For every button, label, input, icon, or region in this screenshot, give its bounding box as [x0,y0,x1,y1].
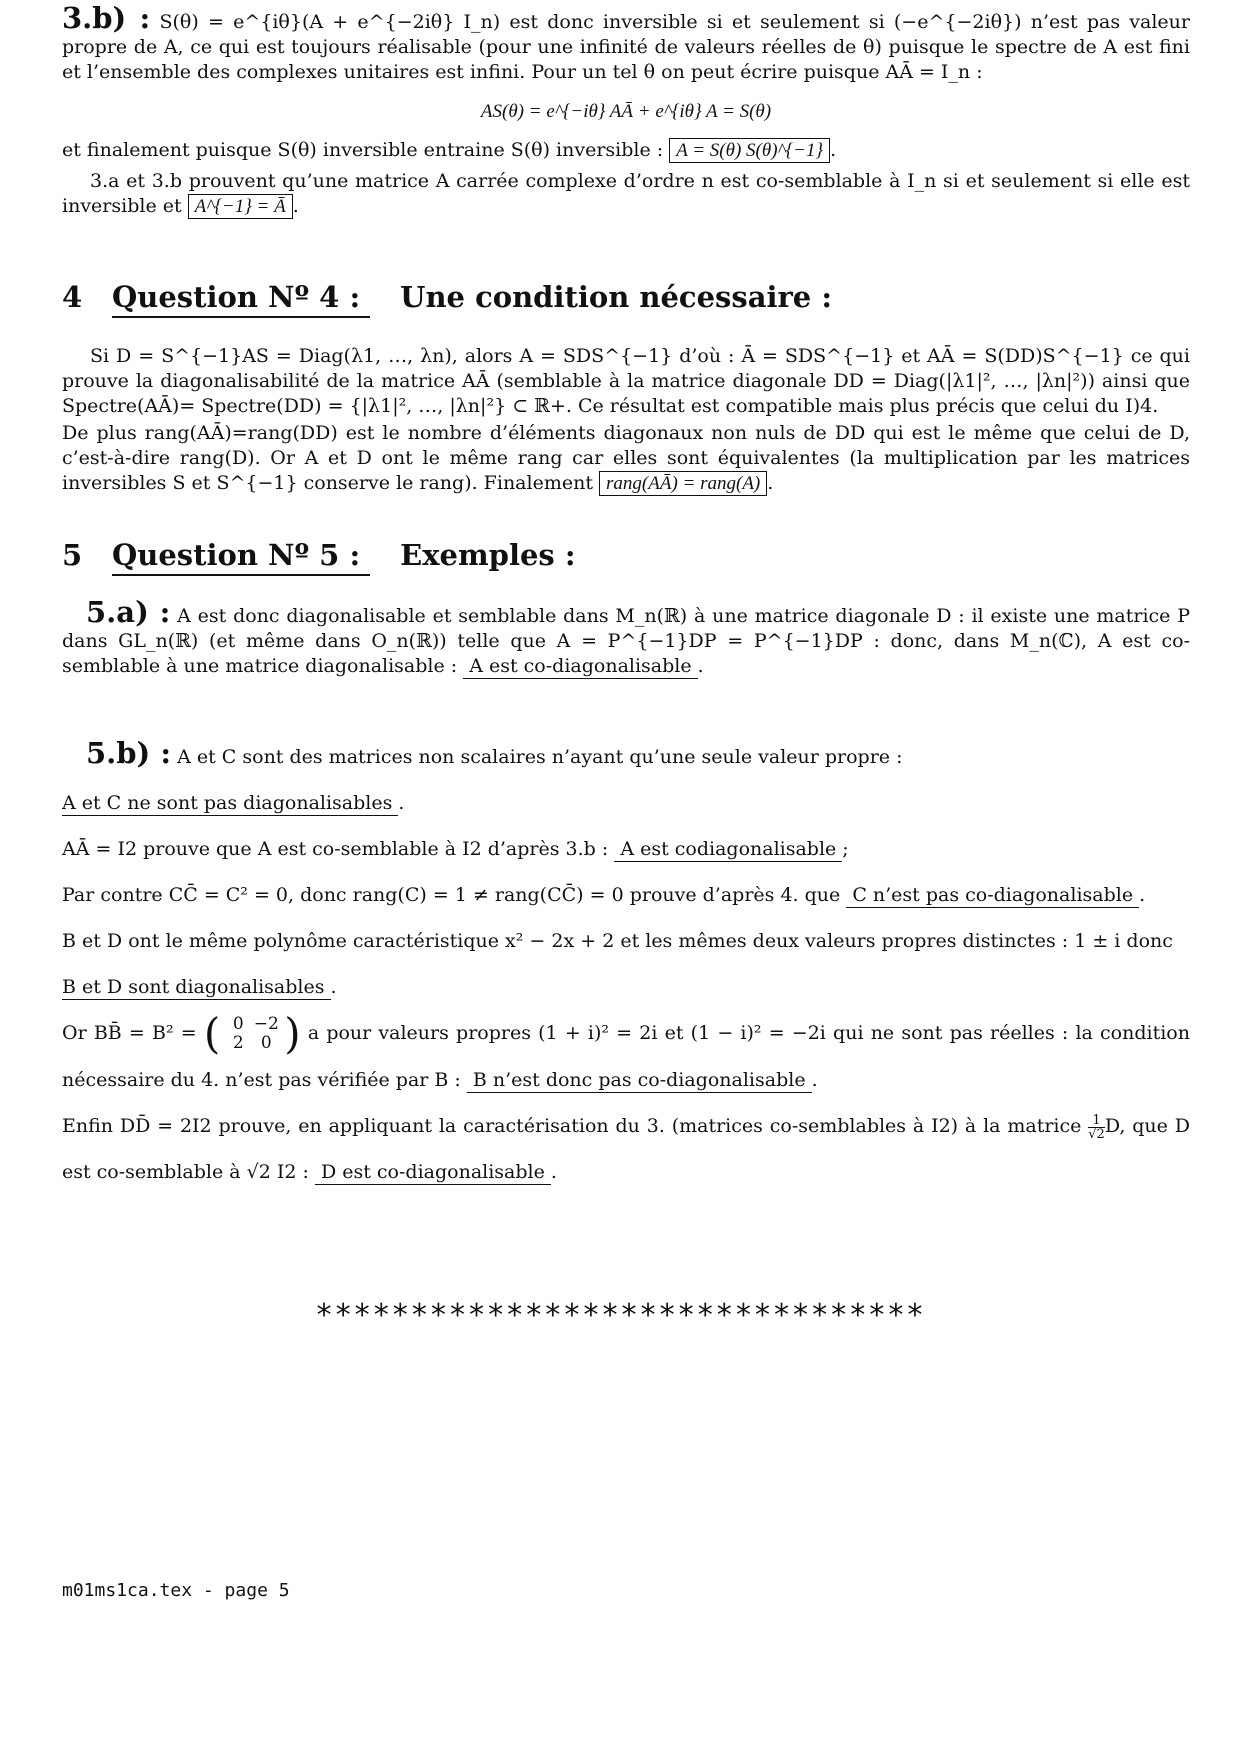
s5b-ul5: B n’est donc pas co-diagonalisable [467,1069,812,1093]
s5b-ul2: A est codiagonalisable [614,838,842,862]
s5b-ul6: D est co-diagonalisable [315,1161,551,1185]
s3b-label: 3.b) : [62,1,151,35]
page-footer: m01ms1ca.tex - page 5 [62,1580,290,1601]
section-5-heading [62,538,576,576]
matrix-row [224,1033,280,1053]
s5a-text: A est donc diagonalisable et semblable dans M_n(ℝ) à une matrice diagonale D : il existe une matrice P dans GL_n(ℝ) (et même dans O_n(ℝ)) telle que A = P^{−1}DP = P^{−1}DP : donc, dans M_n(ℂ), A est co-semblable à une matrice diagonalisable : [62,605,1190,677]
matrix-b2 [224,1015,280,1053]
s5b-l5-pre: Or BB̄ = B² = [62,1022,197,1044]
s5b-line4 [62,918,1190,964]
s5b-l6-post: D, que D est co-semblable à √2 I2 : [62,1115,1190,1183]
s5b-line6: Enfin DD̄ = 2I2 prouve, en appliquant la caractérisation du 3. (matrices co-semblables à I2) à la matrice $\frac{1}{√2}D$, que D est co-semblable à √2 I2 : D est co-diagonalisable . [62,1112,1190,1183]
section-4-heading [62,280,832,318]
s5b-ul1: A et C ne sont pas diagonalisables [62,792,398,816]
s3b-boxed-result: A = S(θ) S(θ)^{−1} [669,138,830,163]
s5b-ul4: B et D sont diagonalisables [62,976,331,1000]
s5b-l2: AĀ = I2 prouve que A est co-semblable à I2 d’après 3.b : [62,838,609,860]
s4-number: 4 [62,280,83,314]
s5b-intro [62,730,1190,780]
s5b-line3: Par contre CC̄ = C² = 0, donc rang(C) = 1 ≠ rang(CC̄) = 0 prouve d’après 4. que C n’est pas co-diagonalisable . [62,884,1146,906]
stars-separator: ******************************** [315,1298,925,1333]
s4-p1: Si D = S^{−1}AS = Diag(λ1, …, λn), alors A = SDS^{−1} d’où : Ā = SDS^{−1} et AĀ = S(DD)S^{−1} ce qui prouve la diagonalisabilité de la matrice AĀ (semblable à la matrice diagonale DD = Diag(|λ1|², …, |λn|²)) ainsi que Spectre(AĀ)= Spectre(DD) = {|λ1|², …, |λn|²} ⊂ ℝ+. Ce résultat est compatible mais plus précis que celui du I)4. [62,345,1190,417]
matrix-cell: 0 [232,1014,244,1034]
s4-p2-box: rang(AĀ) = rang(A) [599,471,767,496]
s5b-line5: Or BB̄ = B² = ( 0 −2 2 0 ) a pour valeurs propres (1 + i)² = 2i et (1 − i)² = −2i qui ne sont pas réelles : la condition nécessaire du 4. n’est pas vérifiée par B : B n’est donc pas co-diagonalisable . [62,1009,1190,1091]
frac-num: 1 [1088,1114,1105,1128]
section-4-body [62,344,1190,496]
matrix-cell: −2 [253,1014,279,1034]
s5b-l3: Par contre CC̄ = C² = 0, donc rang(C) = 1 ≠ rang(CC̄) = 0 prouve d’après 4. que [62,884,841,906]
s5a-conclusion: A est co-diagonalisable [463,655,697,679]
section-5a [62,595,1190,679]
s5b-line4b: B et D sont diagonalisables . [62,976,337,998]
s5b-line1: A et C ne sont pas diagonalisables . [62,792,405,814]
s3b-para2-box: A^{−1} = Ā [188,194,293,219]
s3b-paragraph [62,1,1190,85]
matrix-cell: 0 [260,1033,272,1053]
s3b-line-after: et finalement puisque S(θ) inversible entraine S(θ) inversible : [62,139,664,161]
section-3b [62,1,1190,219]
s4-p2: De plus rang(AĀ)=rang(DD) est le nombre d’éléments diagonaux non nuls de DD qui est le même que celui de D, c’est-à-dire rang(D). Or A et D ont le même rang car elles sont équivalentes (la multiplication par les matrices inversibles S et S^{−1} conserve le rang). Finalement [62,422,1190,494]
section-5b [62,730,1190,1195]
s5b-ul3: C n’est pas co-diagonalisable [846,884,1139,908]
s5b-l4: B et D ont le même polynôme caractéristique x² − 2x + 2 et les mêmes deux valeurs propres distinctes : 1 ± i donc [62,930,1173,952]
matrix-cell: 2 [232,1033,244,1053]
s5b-text: A et C sont des matrices non scalaires n’ayant qu’une seule valeur propre : [177,746,903,768]
s4-p2-wrap: De plus rang(AĀ)=rang(DD) est le nombre d’éléments diagonaux non nuls de DD qui est le même que celui de D, c’est-à-dire rang(D). Or A et D ont le même rang car elles sont équivalentes (la multiplication par les matrices inversibles S et S^{−1} conserve le rang). Finalement rang(AĀ) = rang(A) . [62,422,1190,494]
fraction [1088,1114,1105,1141]
frac-den: √2 [1088,1126,1105,1142]
s3b-equation: AS(θ) = e^{−iθ} AĀ + e^{iθ} A = S(θ) [480,101,772,122]
s5b-l5-post: a pour valeurs propres (1 + i)² = 2i et (1 − i)² = −2i qui ne sont pas réelles : la condition nécessaire du 4. n’est pas vérifiée par B : [62,1022,1190,1091]
matrix-row [224,1014,280,1034]
s4-title: Une condition nécessaire : [400,280,833,314]
s5b-label: 5.b) : [86,736,172,770]
s5a-paragraph: 5.a) : A est donc diagonalisable et semblable dans M_n(ℝ) à une matrice diagonale D : il existe une matrice P dans GL_n(ℝ) (et même dans O_n(ℝ)) telle que A = P^{−1}DP = P^{−1}DP : donc, dans M_n(ℂ), A est co-semblable à une matrice diagonalisable : A est co-diagonalisable . [62,595,1190,677]
s5b-line2: AĀ = I2 prouve que A est co-semblable à I2 d’après 3.b : A est codiagonalisable ; [62,838,849,860]
s3b-para2-text: 3.a et 3.b prouvent qu’une matrice A carrée complexe d’ordre n est co-semblable à I_n si et seulement si elle est inversible et [62,170,1190,217]
s5-question: Question Nº 5 : [112,538,370,576]
s3b-text: S(θ) = e^{iθ}(A + e^{−2iθ} I_n) est donc inversible si et seulement si (−e^{−2iθ}) n’est pas valeur propre de A, ce qui est toujours réalisable (pour une infinité de valeurs réelles de θ) puisque le spectre de A est fini et l’ensemble des complexes unitaires est infini. Pour un tel θ on peut écrire puisque AĀ = I_n : [62,11,1190,83]
s4-question: Question Nº 4 : [112,280,370,318]
s3b-conclusion: et finalement puisque S(θ) inversible entraine S(θ) inversible : A = S(θ) S(θ)^{−1} . [62,139,837,161]
s5b-l6: Enfin DD̄ = 2I2 prouve, en appliquant la caractérisation du 3. (matrices co-semblables à I2) à la matrice [62,1115,1082,1137]
s5-number: 5 [62,538,83,572]
s5a-label: 5.a) : [86,595,171,629]
s3b-para2: 3.a et 3.b prouvent qu’une matrice A carrée complexe d’ordre n est co-semblable à I_n si et seulement si elle est inversible et A^{−1} = Ā . [62,170,1190,217]
s5-title: Exemples : [400,538,576,572]
